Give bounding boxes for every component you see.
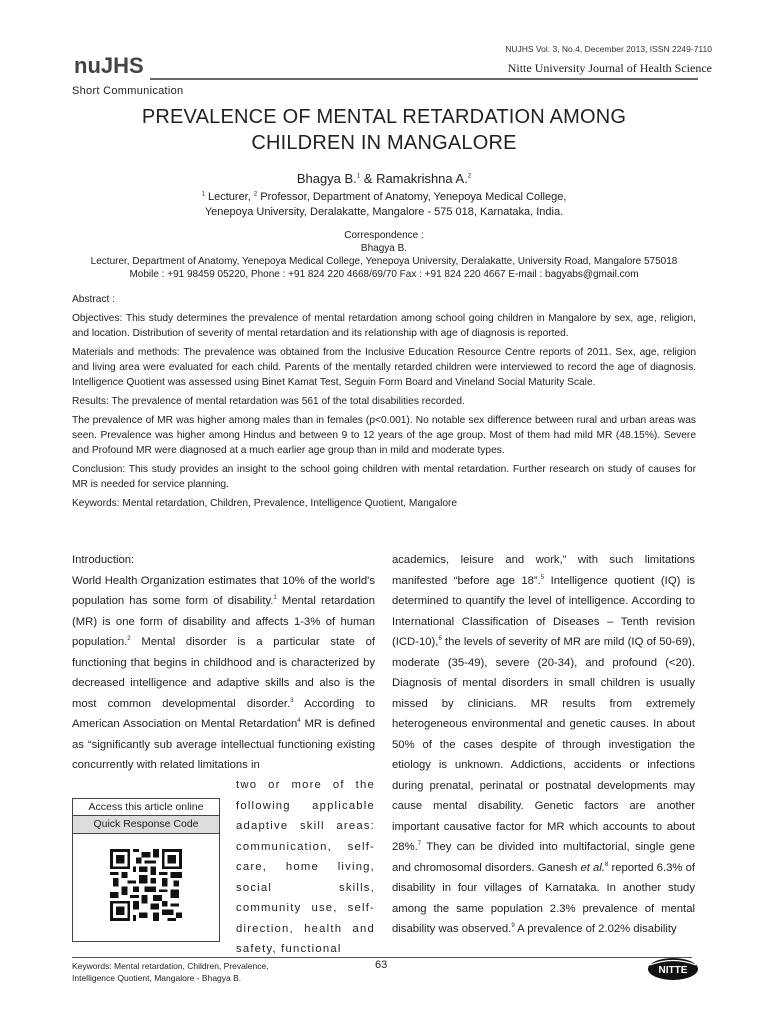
footer-keywords (72, 960, 269, 984)
ref-8: 8 (604, 861, 609, 868)
ref-5: 5 (540, 574, 545, 581)
ref-4: 4 (297, 718, 301, 725)
corr-name: Bhagya B. (360, 243, 408, 254)
abstract-keywords: Keywords: Mental retardation, Children, Prevalence, Intelligence Quotient, Mangalore (72, 498, 458, 509)
abstract-conclusion: Conclusion: This study provides an insight to the school going children with mental retardation. Further research on study of causes for MR is needed for service planning. (72, 464, 696, 490)
article-type: Short Communication (72, 85, 184, 97)
affil-text-1: Lecturer, (204, 191, 254, 203)
author-1: Bhagya B. (296, 171, 357, 186)
author-2: Ramakrishna A. (376, 171, 468, 186)
logo-text: nuJHS (74, 53, 144, 78)
right-paragraph (392, 550, 695, 940)
abstract-methods: Materials and methods: The prevalence was obtained from the Inclusive Education Resource Centre reports of 2011. Sex, age, religion and living area were evaluated for each child. Parents of the mentally retarded children were interviewed to record the age of diagnosis. Intelligence Quotient was assessed using Binet Kamat Test, Seguin Form Board and Vineland Social Maturity Scale. (72, 347, 696, 388)
abstract-objectives: Objectives: This study determines the prevalence of mental retardation among school going children in Mangalore by sex, age, religion, and location. Distribution of severity of mental retardation and its relationship with age of diagnosis is reported. (72, 313, 696, 339)
author-1-sup: 1 (356, 173, 361, 180)
right-text-6: A prevalence of 2.02% disability (514, 923, 677, 935)
affil-sup-2: 2 (253, 191, 258, 198)
footer-rule (72, 957, 692, 958)
body-left-wrap: two or more of the following applicable adaptive skill areas: communication, self-care, home living, social skills, community use, self-direction, health and safety, functional (236, 779, 375, 955)
body-left-column (72, 550, 375, 776)
journal-name: Nitte University Journal of Health Science (507, 61, 712, 75)
intro-text-5: MR is defined as “significantly sub average intellectual functioning existing concurrently with related limitations in (72, 718, 375, 771)
title-line-2: CHILDREN IN MANGALORE (251, 132, 517, 154)
author-separator: & (360, 171, 377, 186)
right-text-2: Intelligence quotient (IQ) is determined to quantify the level of intelligence. According to International Classification of Diseases – Tenth revision (ICD-10), (392, 574, 695, 648)
corr-label: Correspondence : (344, 230, 424, 241)
journal-logo (72, 48, 144, 80)
affil-text-2: Professor, Department of Anatomy, Yenepoya Medical College, (257, 191, 567, 203)
ref-3: 3 (290, 697, 294, 704)
right-text-5: reported 6.3% of disability in four villages of Karnataka. In another study among the same population 2.3% prevalence of mental disability was observed. (392, 861, 696, 935)
author-list (72, 171, 696, 186)
footer-keywords-line-1: Keywords: Mental retardation, Children, Prevalence, (72, 961, 269, 971)
body-right-column (392, 550, 695, 940)
journal-meta: NUJHS Vol. 3, No.4, December 2013, ISSN 2249-7110 (505, 44, 712, 54)
article-title (72, 104, 696, 156)
intro-text-1: World Health Organization estimates that 10% of the world's population has some form of disability. (72, 574, 375, 607)
corr-address: Lecturer, Department of Anatomy, Yenepoya Medical College, Yenepoya University, Deralakatte, University Road, Mangalore 575018 (90, 256, 678, 267)
qr-label: Quick Response Code (73, 815, 219, 834)
header-rule (150, 78, 698, 80)
nitte-logo-text: NITTE (658, 965, 688, 976)
corr-contact: Mobile : +91 98459 05220, Phone : +91 824 220 4668/69/70 Fax : +91 824 220 4667 E-mail : bagyabs@gmail.com (129, 269, 639, 280)
title-line-1: PREVALENCE OF MENTAL RETARDATION AMONG (141, 106, 627, 128)
abstract-results: Results: The prevalence of mental retardation was 561 of the total disabilities recorded. (72, 396, 465, 407)
affil-line-2: Yenepoya University, Deralakatte, Mangalore - 575 018, Karnataka, India. (204, 206, 564, 218)
qr-box (72, 798, 220, 942)
ref-9: 9 (511, 923, 515, 930)
right-text-4: They can be divided into multifactorial, single gene and chromosomal disorders. Ganesh (392, 841, 695, 874)
ref-7: 7 (417, 841, 422, 848)
right-text-3: the levels of severity of MR are mild (IQ of 50-69), moderate (35-49), severe (20-34), and profound (<20). Diagnosis of mental disorders in small children is usually missed by clinicians. MR results from extremely heterogeneous environmental and genetic causes. In about 50% of the cases despite of through investigation the etiology is unknown. Addictions, accidents or infections during prenatal, perinatal or postnatal developments may cause mental disability. Genetic factors are another important causative factor for MR which accounts to about 28%. (392, 636, 695, 853)
abstract-heading: Abstract : (72, 294, 116, 305)
correspondence (72, 229, 696, 281)
nitte-logo (647, 956, 699, 982)
intro-paragraph (72, 571, 375, 776)
abstract-results-detail: The prevalence of MR was higher among males than in females (p<0.001). No notable sex difference between rural and urban areas was seen. Prevalence was higher among Hindus and between 9 to 12 years of the age group. Most of them had mild MR (48.15%). Severe and Profound MR were diagnosed at a much earlier age group than in mild and moderate types. (72, 415, 696, 456)
footer-keywords-line-2: Intelligence Quotient, Mangalore - Bhagya B. (72, 973, 242, 983)
ref-1: 1 (273, 595, 277, 602)
affiliation (72, 190, 696, 220)
intro-heading: Introduction: (72, 554, 135, 566)
ref-2: 2 (127, 636, 131, 643)
abstract (72, 292, 696, 515)
page-number: 63 (375, 959, 388, 971)
intro-text-3: Mental disorder is a particular state of functioning that begins in childhood and is characterized by decreased intelligence and adaptive skills and also is the most common developmental disorder. (72, 636, 375, 710)
intro-text-2: Mental retardation (MR) is one form of disability and affects 1-3% of human population. (72, 595, 375, 648)
affil-sup-1: 1 (201, 191, 205, 198)
access-online-label: Access this article online (88, 801, 204, 813)
right-text-1: academics, leisure and work,” with such limitations manifested “before age 18”. (392, 554, 695, 587)
author-2-sup: 2 (467, 173, 472, 180)
intro-text-4: According to American Association on Mental Retardation (72, 697, 375, 730)
ref-6: 6 (438, 636, 442, 643)
et-al: et al. (580, 861, 605, 874)
qr-code-icon[interactable] (110, 849, 182, 921)
